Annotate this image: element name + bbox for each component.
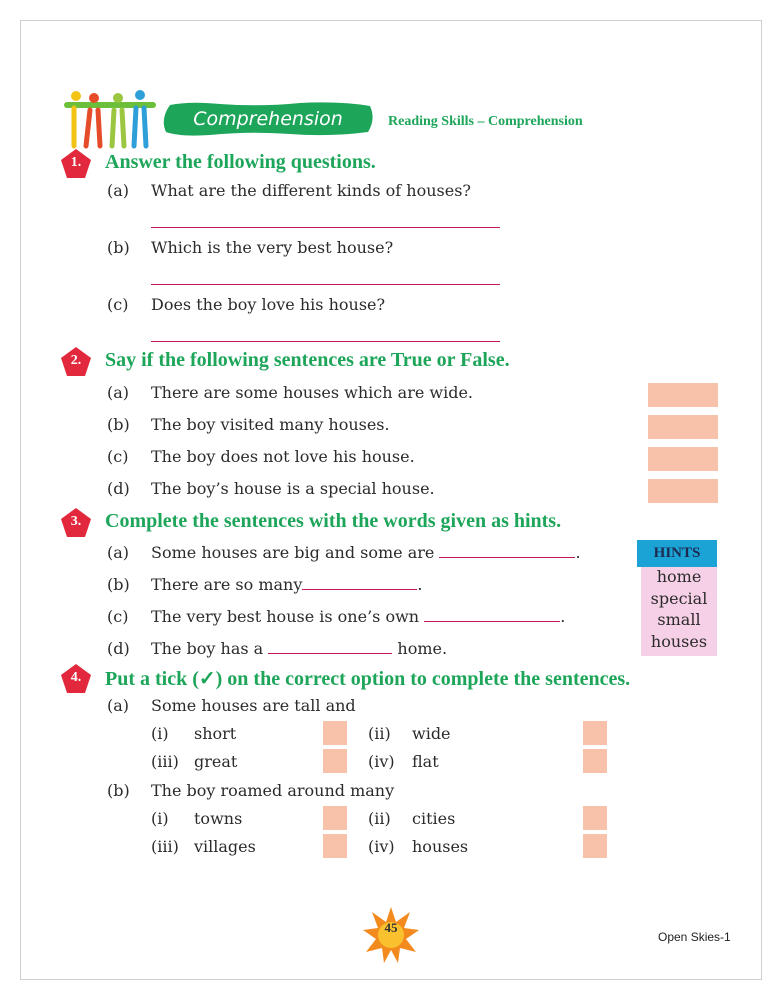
option-number: (iii) — [151, 837, 179, 856]
section-subtitle: Reading Skills – Comprehension — [388, 114, 583, 129]
item-label: (b) — [107, 415, 130, 434]
hint-word: special — [650, 589, 708, 608]
question-number-badge — [60, 507, 92, 539]
tick-box[interactable] — [323, 721, 347, 745]
answer-line[interactable] — [151, 284, 500, 285]
option-text: short — [194, 724, 237, 743]
banner-title: Comprehension — [193, 108, 343, 130]
sentence-start: Some houses are big and some are — [151, 543, 440, 562]
fill-blank[interactable] — [424, 607, 560, 622]
question-heading: Answer the following questions. — [105, 151, 376, 173]
item-label: (a) — [107, 181, 130, 200]
tick-box[interactable] — [583, 834, 607, 858]
option-number: (iv) — [368, 752, 395, 771]
statement-text: The boy visited many houses. — [151, 415, 390, 434]
item-label: (d) — [107, 639, 130, 658]
tick-box[interactable] — [323, 834, 347, 858]
true-false-box[interactable] — [648, 447, 718, 471]
question-text: Which is the very best house? — [151, 238, 394, 257]
item-label: (a) — [107, 696, 130, 715]
sentence-start: The very best house is one’s own — [151, 607, 425, 626]
item-label: (c) — [107, 447, 129, 466]
fill-blank[interactable] — [439, 543, 575, 558]
statement-text: There are some houses which are wide. — [151, 383, 473, 402]
question-number-badge — [60, 148, 92, 180]
children-logo-icon — [62, 90, 158, 150]
item-label: (a) — [107, 543, 130, 562]
sentence-end: . — [575, 543, 581, 562]
statement-text: The boy’s house is a special house. — [151, 479, 435, 498]
option-number: (i) — [151, 724, 169, 743]
tick-box[interactable] — [323, 749, 347, 773]
answer-line[interactable] — [151, 341, 500, 342]
hint-word: small — [657, 610, 701, 629]
question-text: The boy roamed around many — [151, 781, 395, 800]
fill-blank[interactable] — [302, 575, 417, 590]
hints-title: HINTS — [637, 540, 717, 567]
fill-sentence — [151, 639, 447, 658]
option-number: (iii) — [151, 752, 179, 771]
tick-box[interactable] — [583, 721, 607, 745]
option-text: houses — [412, 837, 469, 856]
option-text: wide — [412, 724, 451, 743]
item-label: (a) — [107, 383, 130, 402]
sentence-end: . — [417, 575, 423, 594]
option-text: flat — [412, 752, 439, 771]
question-heading: Say if the following sentences are True or False. — [105, 349, 510, 371]
item-label: (c) — [107, 295, 129, 314]
fill-blank[interactable] — [268, 639, 392, 654]
question-text: Does the boy love his house? — [151, 295, 386, 314]
answer-line[interactable] — [151, 227, 500, 228]
tick-box[interactable] — [323, 806, 347, 830]
fill-sentence — [151, 607, 565, 626]
question-number: 2. — [70, 353, 82, 368]
sentence-start: The boy has a — [151, 639, 269, 658]
option-number: (ii) — [368, 724, 391, 743]
question-text: What are the different kinds of houses? — [151, 181, 471, 200]
item-label: (b) — [107, 575, 130, 594]
item-label: (b) — [107, 238, 130, 257]
sentence-end: home. — [392, 639, 448, 658]
fill-sentence — [151, 543, 581, 562]
true-false-box[interactable] — [648, 479, 718, 503]
item-label: (c) — [107, 607, 129, 626]
option-number: (i) — [151, 809, 169, 828]
sentence-start: There are so many — [151, 575, 303, 594]
option-text: cities — [412, 809, 456, 828]
page-number: 45 — [384, 920, 398, 935]
option-number: (iv) — [368, 837, 395, 856]
question-number: 3. — [70, 514, 82, 529]
question-number-badge — [60, 663, 92, 695]
question-heading: Put a tick (✓) on the correct option to complete the sentences. — [105, 668, 631, 690]
true-false-box[interactable] — [648, 383, 718, 407]
option-number: (ii) — [368, 809, 391, 828]
question-heading: Complete the sentences with the words given as hints. — [105, 510, 562, 532]
question-number: 4. — [70, 670, 82, 685]
question-number-badge — [60, 346, 92, 378]
item-label: (b) — [107, 781, 130, 800]
item-label: (d) — [107, 479, 130, 498]
sentence-end: . — [560, 607, 566, 626]
option-text: great — [194, 752, 238, 771]
tick-box[interactable] — [583, 749, 607, 773]
true-false-box[interactable] — [648, 415, 718, 439]
fill-sentence — [151, 575, 422, 594]
hint-word: home — [656, 567, 702, 586]
book-title: Open Skies-1 — [658, 930, 731, 944]
question-text: Some houses are tall and — [151, 696, 356, 715]
statement-text: The boy does not love his house. — [151, 447, 415, 466]
option-text: towns — [194, 809, 243, 828]
option-text: villages — [194, 837, 256, 856]
hint-word: houses — [650, 632, 708, 651]
question-number: 1. — [70, 155, 82, 170]
tick-box[interactable] — [583, 806, 607, 830]
